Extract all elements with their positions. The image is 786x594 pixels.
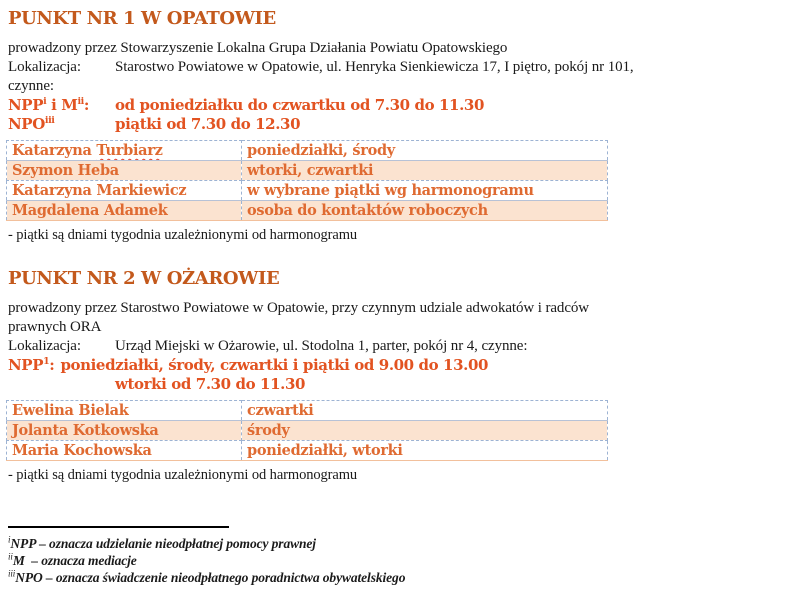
section-2-intro-line1: prowadzony przez Starostwo Powiatowe w Opatowie, przy czynnym udziale adwokatów i radców [8, 300, 590, 316]
footnote-separator [8, 526, 229, 528]
table-row [7, 161, 608, 181]
section-2-intro-line2: prawnych ORA [8, 319, 102, 335]
footnote-marker: i [8, 534, 11, 545]
schedule-label-npo: NPO$^{iii}$ [8, 115, 55, 133]
section-2-heading: PUNKT NR 2 W OŻAROWIE [8, 268, 280, 289]
staff-name-cell: Katarzyna Turbiarz [7, 141, 242, 161]
footnote-ref-1: 1 [43, 356, 50, 367]
footnote-m: $^{ii}$M – oznacza mediacje [8, 551, 137, 568]
footnote-npo: $^{iii}$NPO – oznacza świadczenie nieodpłatnego poradnictwa obywatelskiego [8, 568, 406, 585]
section-1-note: - piątki są dniami tygodnia uzależnionymi od harmonogramu [8, 227, 358, 243]
schedule-line-npp2 [8, 356, 776, 375]
schedule-hours-npp2: poniedziałki, środy, czwartki i piątki od 9.00 do 13.00 [60, 356, 489, 374]
staff-days-cell: wtorki, czwartki [242, 161, 608, 181]
schedule-line-npo [8, 115, 776, 134]
misspelled-word: Turbiarz [96, 142, 163, 159]
staff-days-cell: poniedziałki, środy [242, 141, 608, 161]
footnote-npp: $^i$NPP – oznacza udzielanie nieodpłatnej pomocy prawnej [8, 534, 316, 551]
section-1-intro: prowadzony przez Stowarzyszenie Lokalna Grupa Działania Powiatu Opatowskiego [8, 40, 508, 56]
footnote-ref-iii: iii [44, 115, 55, 126]
staff-name-cell: Magdalena Adamek [7, 201, 242, 221]
schedule-label-npp-m: NPP$^i$ i $M^{ii}$: [8, 96, 90, 114]
section-1-location-tail: czynne: [8, 78, 54, 94]
footnote-ref-ii: ii [77, 96, 84, 107]
section-1-heading: PUNKT NR 1 W OPATOWIE [8, 8, 276, 29]
staff-days-cell: w wybrane piątki wg harmonogramu [242, 181, 608, 201]
staff-name-cell: Jolanta Kotkowska [7, 421, 242, 441]
schedule-line-npp-m [8, 96, 776, 115]
table-row [7, 141, 608, 161]
staff-days-cell: osoba do kontaktów roboczych [242, 201, 608, 221]
staff-name-cell: Szymon Heba [7, 161, 242, 181]
schedule-hours-npp-m: od poniedziałku do czwartku od 7.30 do 11.30 [115, 96, 484, 114]
footnotes-block [8, 526, 776, 586]
staff-days-cell: czwartki [242, 401, 608, 421]
schedule-hours-wtorki: wtorki od 7.30 do 11.30 [115, 375, 306, 393]
location-text: Starostwo Powiatowe w Opatowie, ul. Henryka Sienkiewicza 17, I piętro, pokój nr 101, [115, 59, 634, 75]
table-row [7, 421, 608, 441]
section-2-note: - piątki są dniami tygodnia uzależnionymi od harmonogramu [8, 467, 358, 483]
section-1-location-line [8, 58, 776, 77]
section-punkt-2 [8, 268, 776, 484]
footnote-ref-i: i [43, 96, 47, 107]
staff-name-cell: Maria Kochowska [7, 441, 242, 461]
footnote-marker: iii [8, 568, 16, 579]
schedule-hours-npo: piątki od 7.30 do 12.30 [115, 115, 301, 133]
staff-table-ozarow [6, 400, 608, 461]
section-2-location-line [8, 337, 776, 356]
staff-days-cell: środy [242, 421, 608, 441]
table-row [7, 201, 608, 221]
staff-table-opatow [6, 140, 608, 221]
section-punkt-1 [8, 8, 776, 244]
staff-days-cell: poniedziałki, wtorki [242, 441, 608, 461]
schedule-label-npp2: NPP$^1$: [8, 356, 55, 374]
location-label: Lokalizacja: [8, 338, 81, 354]
schedule-line-wtorki [8, 375, 776, 394]
location-text: Urząd Miejski w Ożarowie, ul. Stodolna 1, parter, pokój nr 4, czynne: [115, 338, 528, 354]
staff-name-cell: Ewelina Bielak [7, 401, 242, 421]
table-row [7, 401, 608, 421]
location-label: Lokalizacja: [8, 59, 81, 75]
footnote-marker: ii [8, 551, 13, 562]
table-row [7, 441, 608, 461]
staff-name-cell: Katarzyna Markiewicz [7, 181, 242, 201]
table-row [7, 181, 608, 201]
